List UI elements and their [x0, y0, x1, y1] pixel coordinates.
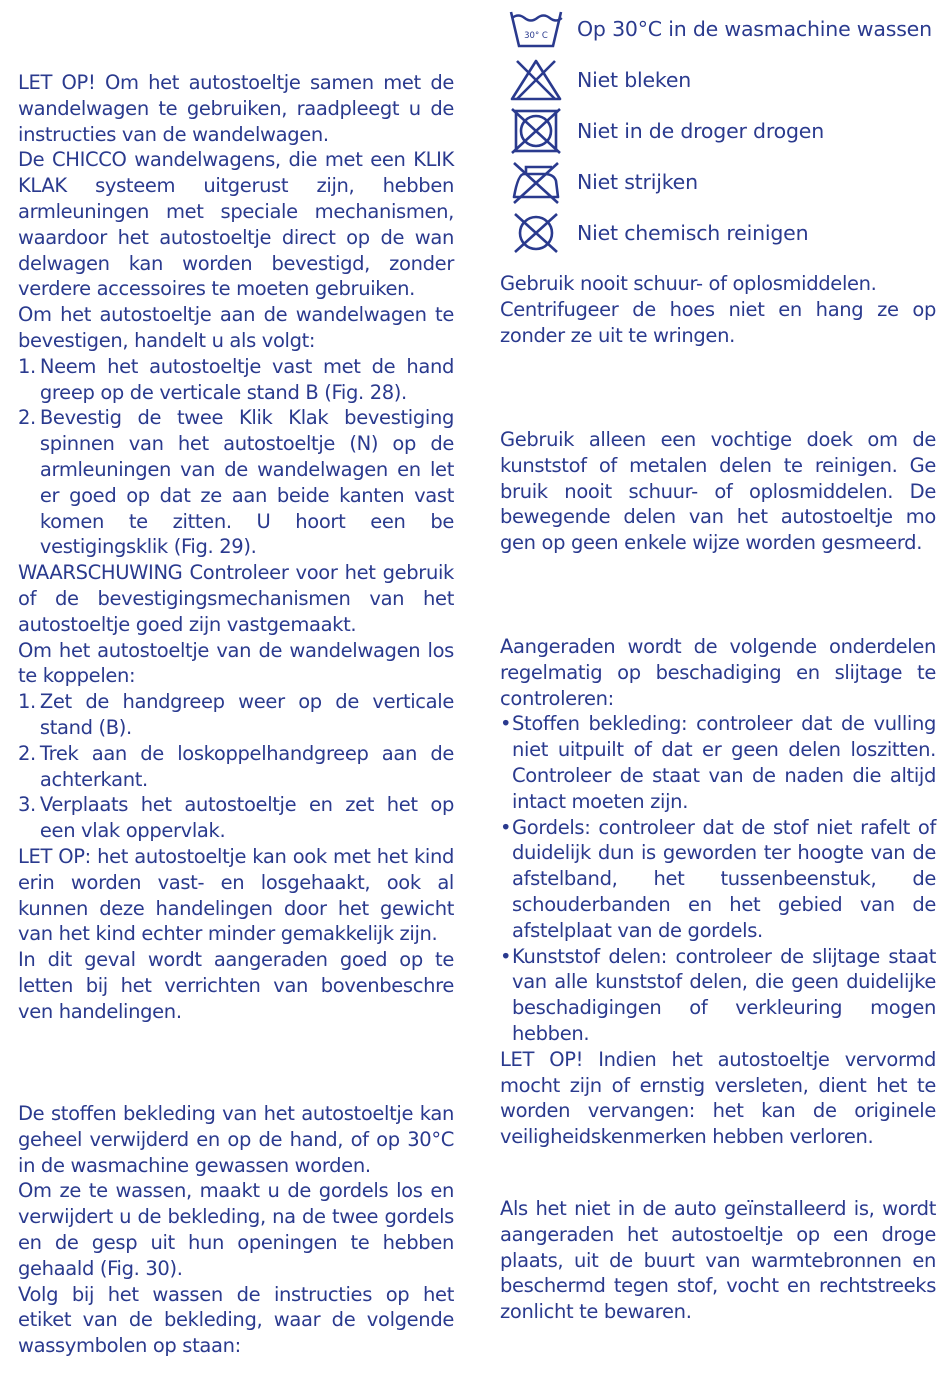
- detach-intro: Om het autostoeltje van de wandelwagen los te koppelen:: [18, 638, 454, 688]
- mounting-intro-2: De CHICCO wandelwagens, die met een KLIK KLAK systeem uitgerust zijn, hebben armleuningen met speciale mechanismen, waardoor het autostoeltje direct op de wan delwagen kan worden bevestigd, zonder verdere accessoires te moeten gebruiken.: [18, 148, 454, 301]
- no-iron-icon: [508, 159, 564, 205]
- storage-section: [500, 1196, 936, 1325]
- washing-para-1: De stoffen bekleding van het autostoeltje kan geheel verwijderd en op de hand, of op 30°C in de wasmachine gewassen worden.: [18, 1102, 454, 1177]
- inspection-warning: LET OP! Indien het autostoeltje vervormd mocht zijn of ernstig versleten, dient het te worden vervangen: het kan de originele veiligheidskenmerken hebben verloren.: [500, 1047, 936, 1149]
- mounting-note-2: In dit geval wordt aangeraden goed op te letten bij het verrichten van bovenbeschre ven handelingen.: [18, 948, 454, 1023]
- cleaning-section: [500, 427, 936, 556]
- inspection-bullet-belts: • Gordels: controleer dat de stof niet rafelt of duidelijk dun is geworden ter hoogte van de afstelband, het tussenbeenstuk, de schouderbanden en het gebied van de afstelplaat van de gordels.: [500, 815, 936, 942]
- no-dry-clean-icon: [508, 210, 564, 256]
- washing-para-2: Om ze te wassen, maakt u de gordels los en verwijdert u de bekleding, na de twee gordels en de gesp uit hun openingen te hebben gehaald (Fig. 30).: [18, 1179, 454, 1280]
- inspection-section: [500, 634, 936, 1150]
- mounting-warning: WAARSCHUWING Controleer voor het gebruik of de bevestigingsmechanismen van het autostoeltje goed zijn vastgemaakt.: [18, 561, 454, 636]
- no-abrasives-section: [500, 271, 936, 348]
- washing-section: [18, 1101, 454, 1359]
- svg-text:30° C: 30° C: [524, 31, 548, 41]
- no-abrasives-para-2: Centrifugeer de hoes niet en hang ze op zonder ze uit te wringen.: [500, 297, 936, 347]
- inspection-bullet-plastic: • Kunststof delen: controleer de slijtage staat van alle kunststof delen, die geen duidelijke beschadigingen of verkleuring mogen hebben.: [500, 944, 936, 1045]
- wash-30-icon: [508, 6, 564, 52]
- inspection-bullet-fabric: • Stoffen bekleding: controleer dat de vulling niet uitpuilt of dat er geen delen loszitten. Controleer de staat van de naden die altijd intact moeten zijn.: [500, 712, 936, 813]
- detach-step-2: 2. Trek aan de loskoppelhandgreep aan de achterkant.: [18, 741, 454, 791]
- mounting-intro-3: Om het autostoeltje aan de wandelwagen te bevestigen, handelt u als volgt:: [18, 303, 454, 352]
- detach-step-1: 1. Zet de handgreep weer op de verticale stand (B).: [18, 690, 454, 739]
- no-tumble-dry-icon: [508, 108, 564, 154]
- symbol-no-tumble-dry: [508, 108, 824, 154]
- symbol-no-iron: [508, 159, 698, 205]
- mounting-step-2: 2. Bevestig de twee Klik Klak bevestiging spinnen van het autostoeltje (N) op de armleuningen van de wandelwagen en let er goed op dat ze aan beide kanten vast komen te zitten. U hoort een be vestigingsklik (Fig. 29).: [18, 406, 454, 559]
- mounting-step-1: 1. Neem het autostoeltje vast met de hand greep op de verticale stand B (Fig. 28).: [18, 354, 454, 404]
- symbol-no-tumble-dry-label: Niet in de droger drogen: [577, 119, 824, 143]
- storage-para: Als het niet in de auto geïnstalleerd is, wordt aangeraden het autostoeltje op een droge plaats, uit de buurt van warmtebronnen en beschermd tegen stof, vocht en rechtstreeks zonlicht te bewaren.: [500, 1197, 936, 1324]
- symbol-no-bleach: [508, 57, 691, 103]
- detach-step-3: 3. Verplaats het autostoeltje en zet het op een vlak oppervlak.: [18, 793, 454, 843]
- stroller-mounting-section: [18, 70, 454, 1024]
- symbol-wash-30-label: Op 30°C in de wasmachine wassen: [577, 17, 932, 41]
- mounting-intro-1: LET OP! Om het autostoeltje samen met de wandelwagen te gebruiken, raadpleegt u de instructies van de wandelwagen.: [18, 71, 454, 146]
- symbol-wash-30: [508, 6, 932, 52]
- symbol-no-bleach-label: Niet bleken: [577, 68, 692, 92]
- no-abrasives-para-1: Gebruik nooit schuur- of oplosmiddelen.: [500, 272, 877, 295]
- no-bleach-icon: [508, 57, 564, 103]
- symbol-no-iron-label: Niet strijken: [577, 170, 698, 194]
- inspection-intro: Aangeraden wordt de volgende onderdelen regelmatig op beschadiging en slijtage te controleren:: [500, 635, 936, 710]
- symbol-no-dry-clean: [508, 210, 808, 256]
- cleaning-para: Gebruik alleen een vochtige doek om de kunststof of metalen delen te reinigen. Ge bruik nooit schuur- of oplosmiddelen. De bewegende delen van het autostoeltje mo gen op geen enkele wijze worden gesmeerd.: [500, 428, 936, 555]
- symbol-no-dry-clean-label: Niet chemisch reinigen: [577, 221, 809, 245]
- mounting-note-1: LET OP: het autostoeltje kan ook met het kind erin worden vast- en losgehaakt, ook al kunnen deze handelingen door het gewicht van het kind echter minder gemakkelijk zijn.: [18, 844, 454, 946]
- washing-para-3: Volg bij het wassen de instructies op het etiket van de bekleding, waar de volgende wassymbolen op staan:: [18, 1282, 454, 1358]
